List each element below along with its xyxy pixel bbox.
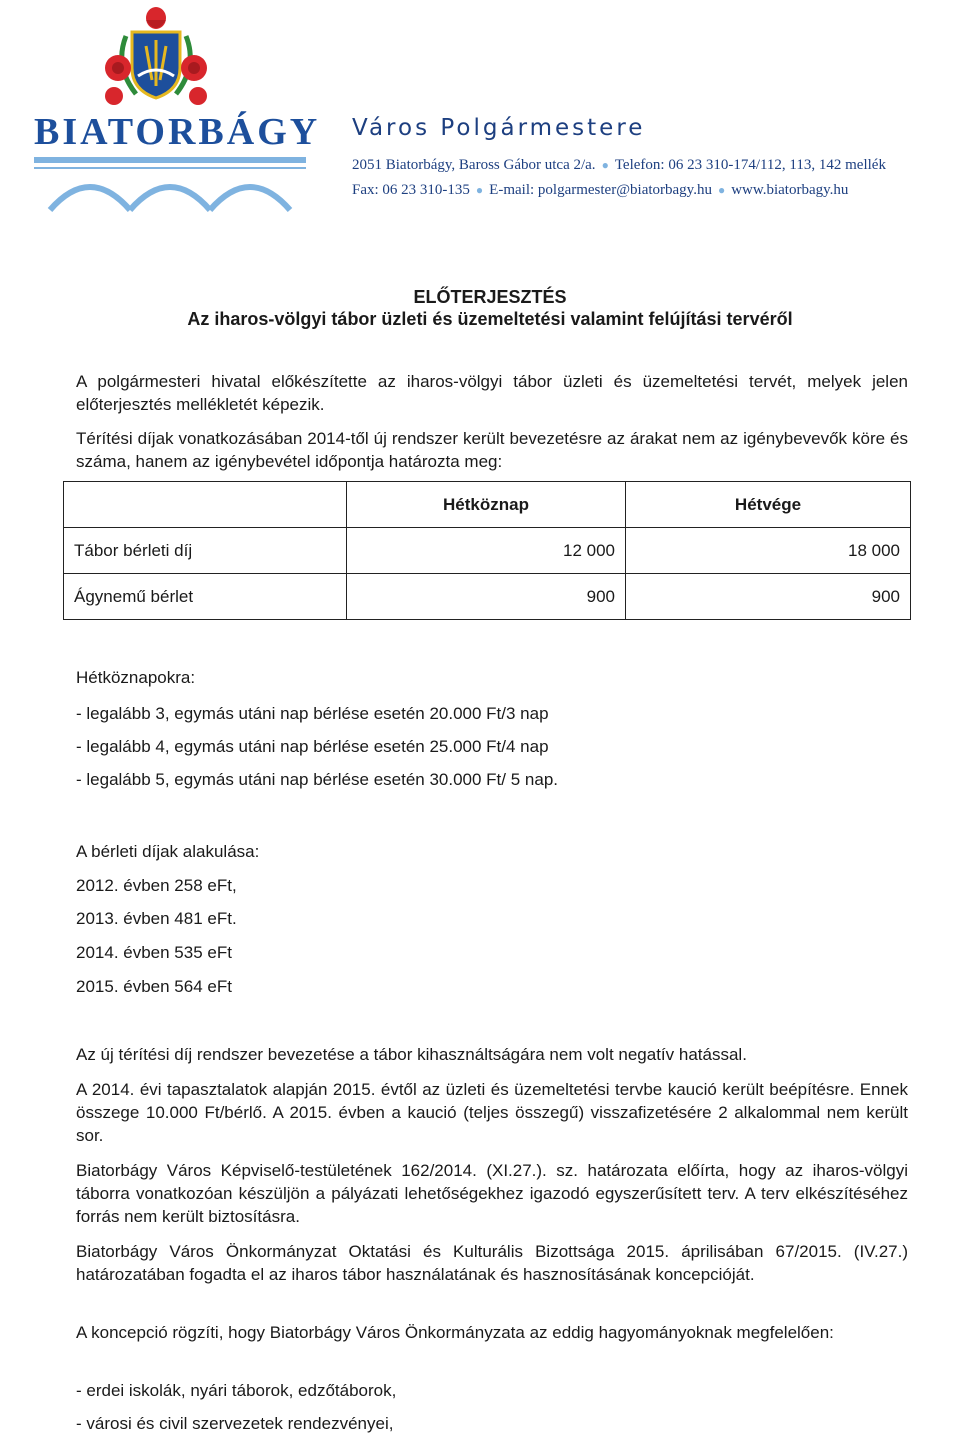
paragraph-deposit: A 2014. évi tapasztalatok alapján 2015. évtől az üzleti és üzemeltetési tervbe kaució került beépítésre. Ennek összege 10.000 Ft/bérlő. A 2015. évben a kaució (teljes összegű) visszafizetésére 2 alkalommal nem került sor.: [76, 1080, 908, 1145]
list-item: 2015. évben 564 eFt: [76, 977, 232, 996]
weekdays-title: Hétköznapokra:: [76, 668, 196, 687]
list-item: - legalább 4, egymás utáni nap bérlése esetén 25.000 Ft/4 nap: [76, 737, 549, 756]
document-subtitle: Az iharos-völgyi tábor üzleti és üzemeltetési valamint felújítási tervéről: [187, 309, 793, 329]
email-link[interactable]: E-mail: polgarmester@biatorbagy.hu: [489, 182, 712, 198]
paragraph-committee: Biatorbágy Város Önkormányzat Oktatási és Kulturális Bizottsága 2015. áprilisában 67/2015. (IV.27.) határozatában fogadta el az iharos tábor használatának és hasznosításának koncepcióját.: [76, 1242, 908, 1284]
fax-text: Fax: 06 23 310-135: [352, 182, 470, 198]
paragraph-resolution: Biatorbágy Város Képviselő-testületének 162/2014. (XI.27.). sz. határozata előírta, hogy az iharos-völgyi táborra vonatkozóan készüljön a pályázati lehetőségekhez igazodó egyszerűsített terv. A terv elkészítéséhez forrás nem került biztosításra.: [76, 1161, 908, 1226]
list-item: - legalább 3, egymás utáni nap bérlése esetén 20.000 Ft/3 nap: [76, 704, 549, 723]
fee-table-weekend-value: 18 000: [626, 528, 911, 574]
list-item: 2014. évben 535 eFt: [76, 943, 232, 962]
rent-history-title: A bérleti díjak alakulása:: [76, 842, 260, 861]
contact-line-2: [352, 181, 848, 199]
fee-table-header-row: [64, 482, 911, 528]
table-row: [64, 574, 911, 620]
contact-line-1: [352, 156, 886, 174]
fee-table-weekday-value: 12 000: [347, 528, 626, 574]
fee-table-weekday-value: 900: [347, 574, 626, 620]
intro-paragraph: A polgármesteri hivatal előkészítette az iharos-völgyi tábor üzleti és üzemeltetési tervét, melyek jelen előterjesztés mellékletét képezik.: [76, 372, 908, 414]
list-item: - városi és civil szervezetek rendezvényei,: [76, 1414, 394, 1433]
address-text: 2051 Biatorbágy, Baross Gábor utca 2/a.: [352, 157, 596, 173]
biatorbagy-coat-of-arms-logo: [96, 6, 216, 114]
fee-table-row-label: Ágynemű bérlet: [64, 574, 347, 620]
fee-table-header-weekday: Hétköznap: [347, 482, 626, 528]
bullet-dot-icon: ●: [601, 158, 609, 172]
bullet-dot-icon: ●: [717, 183, 726, 197]
phone-text: Telefon: 06 23 310-174/112, 113, 142 mellék: [614, 157, 886, 173]
list-item: - legalább 5, egymás utáni nap bérlése esetén 30.000 Ft/ 5 nap.: [76, 770, 558, 789]
fee-table-weekend-value: 900: [626, 574, 911, 620]
table-row: [64, 528, 911, 574]
office-title: Város Polgármestere: [352, 115, 646, 141]
list-item: 2013. évben 481 eFt.: [76, 909, 237, 928]
website-link[interactable]: www.biatorbagy.hu: [731, 182, 849, 198]
fee-table-header-empty: [64, 482, 347, 528]
list-item: - erdei iskolák, nyári táborok, edzőtáborok,: [76, 1381, 397, 1400]
bullet-dot-icon: ●: [475, 183, 484, 197]
fee-table-row-label: Tábor bérleti díj: [64, 528, 347, 574]
fee-table: [63, 481, 911, 620]
paragraph-concept: A koncepció rögzíti, hogy Biatorbágy Város Önkormányzata az eddig hagyományoknak megfelelően:: [76, 1323, 834, 1342]
viaduct-bridge-logo: [30, 150, 310, 212]
document-title: ELŐTERJESZTÉS: [413, 287, 567, 307]
logo-text: BIATORBÁGY: [34, 111, 321, 153]
fees-intro-paragraph: Térítési díjak vonatkozásában 2014-től új rendszer került bevezetésre az árakat nem az igénybevevők köre és száma, hanem az igénybevétel időpontja határozta meg:: [76, 429, 908, 471]
fee-table-header-weekend: Hétvége: [626, 482, 911, 528]
list-item: 2012. évben 258 eFt,: [76, 876, 237, 895]
paragraph-impact: Az új térítési díj rendszer bevezetése a tábor kihasználtságára nem volt negatív hatással.: [76, 1045, 747, 1064]
document-heading: [0, 286, 960, 330]
